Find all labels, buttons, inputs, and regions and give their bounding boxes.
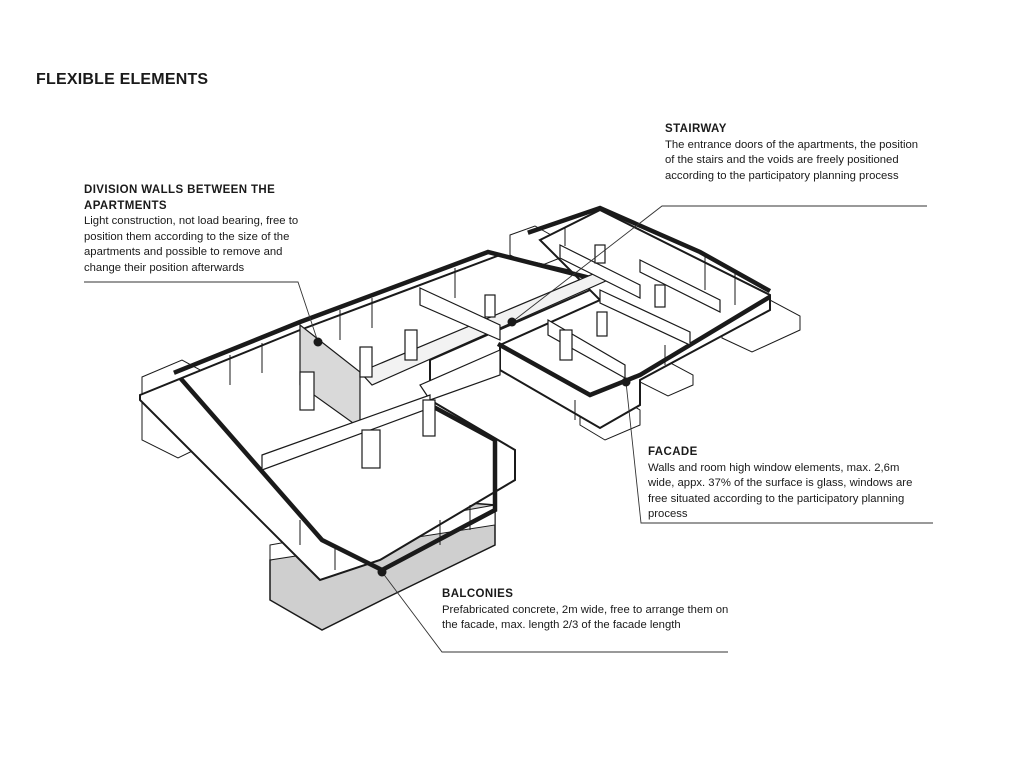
- column: [655, 285, 665, 307]
- annotation-heading: STAIRWAY: [665, 123, 727, 135]
- column: [360, 347, 372, 377]
- diagram-title: FLEXIBLE ELEMENTS: [36, 71, 209, 88]
- column: [560, 330, 572, 360]
- column: [423, 400, 435, 436]
- annotation-stairway: [665, 122, 927, 184]
- callout-dot-balconies: [378, 568, 387, 577]
- annotation-heading: DIVISION WALLS BETWEEN THE APARTMENTS: [84, 184, 276, 212]
- column: [362, 430, 380, 468]
- annotation-text: The entrance doors of the apartments, the position of the stairs and the voids are freely positioned according to the participatory planning process: [665, 138, 919, 182]
- annotation-text: Light construction, not load bearing, free to position them according to the size of the apartments and possible to remove and change their position afterwards: [84, 215, 299, 274]
- column: [597, 312, 607, 336]
- column: [405, 330, 417, 360]
- column: [300, 372, 314, 410]
- annotation-text: Walls and room high window elements, max. 2,6m wide, appx. 37% of the surface is glass, windows are free situated according to the participatory planning process: [648, 461, 913, 521]
- annotation-heading: FACADE: [648, 446, 698, 458]
- callout-dot-stairway: [508, 318, 517, 327]
- leader-division: [84, 282, 318, 342]
- annotation-heading: BALCONIES: [442, 588, 514, 600]
- annotation-text: Prefabricated concrete, 2m wide, free to arrange them on the facade, max. length 2/3 of the facade length: [442, 603, 729, 632]
- annotation-division-walls: [84, 183, 314, 277]
- callout-dot-facade: [622, 378, 631, 387]
- annotation-facade: [648, 445, 918, 523]
- annotation-balconies: [442, 587, 732, 634]
- column: [485, 295, 495, 317]
- callout-dot-division: [314, 338, 323, 347]
